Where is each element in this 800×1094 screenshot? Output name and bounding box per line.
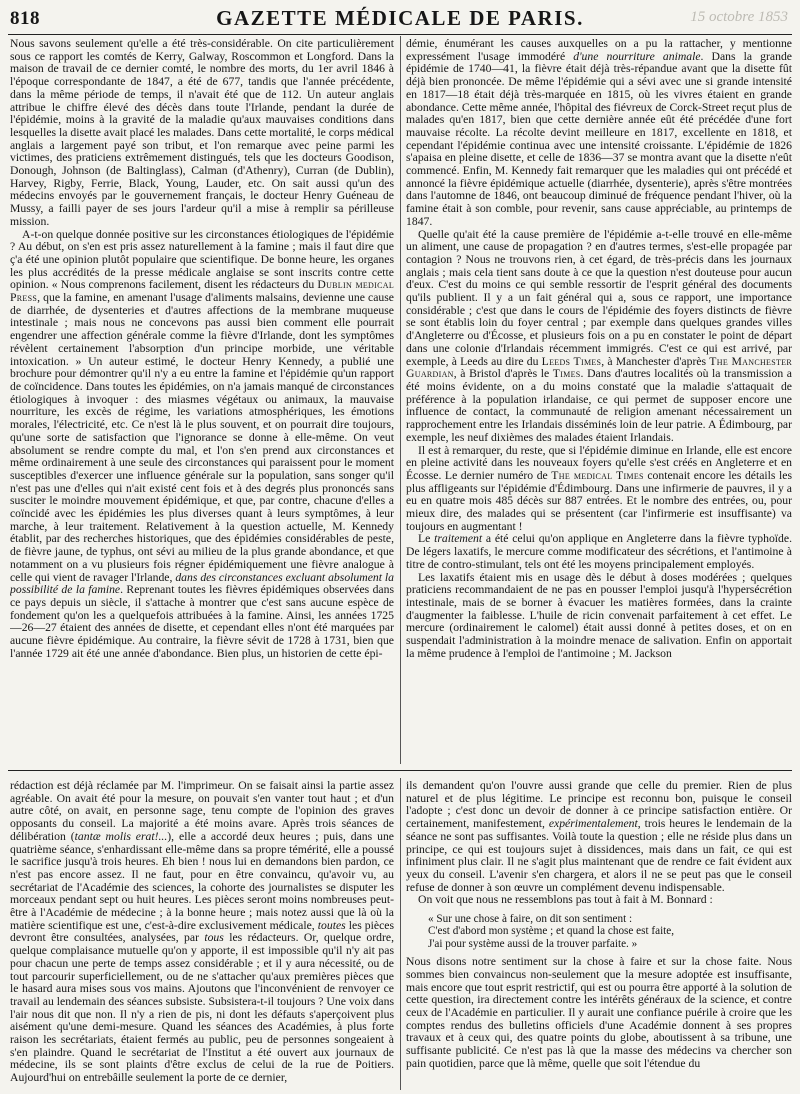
paragraph: rédaction est déjà réclamée par M. l'imprimeur. On se faisait ainsi la partie assez agréable. On avait été pour la mesure, on pouvait s'en vanter tout haut ; et d'un autre côté, on avait, en personne sage, tenu compte de l'opinion des graves opposants du conseil. La majorité a été moins avare. Après trois séances de délibération (tantæ molis erat!...), elle a accordé deux heures ; puis, dans une quatrième séance, s'enhardissant elle-même dans sa propre témérité, elle a poussé le sacrifice jusqu'à trois heures. Eh bien ! nous lui en demandons bien pardon, ce n'est pas encore assez. Il ne faut, pour en être convaincu, qu'avoir vu, au secrétariat de l'Académie des sciences, la cohorte des journalistes se disputer les morceaux pendant sept ou huit heures. Les pièces seront moins nombreuses peut-être à l'Académie de médecine ; à la bonne heure ; mais notez aussi que là où la matière scientifique est une, c'est-à-dire exclusivement médicale, toutes les pièces devront être consultées, analysées, par tous les rédacteurs. Or, quelque ordre, quelque complaisance mutuelle qu'on y apporte, il est impossible qu'il n'y ait pas pour chacun une perte de temps assez considérable ; et il y aura nécessité, ou de tout parcourir superficiellement, ou de ne s'attacher qu'aux premières pièces que le hasard aura mises sous vos mains. Ajoutons que l'inconvénient de renvoyer ce travail au lendemain des séances subsiste. Subsistera-t-il toujours ? Une voix dans l'air nous dit que non. Il n'y a rien de pis, ni dont les défauts s'aperçoivent plus aisément qu'une demi-mesure. Quand les séances des Académies, à plus forte raison les secrétariats, étaient fermés au public, peu de personnes songeaient à s'en plaindre. Quand le secrétariat de l'Institut a été ouvert aux journaux de médecine, ils se sont plaints d'être exclus de celui de la rue de Poitiers. Aujourd'hui on entrebâille seulement la porte de ce dernier,: [10, 780, 394, 1085]
column-bottom-right: [406, 780, 792, 1090]
paragraph: Les laxatifs étaient mis en usage dès le début à doses modérées ; quelques praticiens recommandaient de ne pas en pousser l'emploi jusqu'à l'hypersécrétion intestinale, mais de se borner à évacuer les matières formées, dans la crainte d'augmenter la faiblesse. L'huile de ricin convenait parfaitement à cet effet. Le mercure (ordinairement le calomel) était aussi donné à petites doses, et on en suspendait l'administration à la moindre menace de salivation. Enfin on apportait la même prudence à l'emploi de l'antimoine ; M. Jackson: [406, 570, 792, 660]
paragraph: Le traitement a été celui qu'on applique en Angleterre dans la fièvre typhoïde. De légers laxatifs, le mercure comme modificateur des sécrétions, et l'antimoine à titre de contro-stimulant, tels ont été les moyens principalement employés.: [406, 532, 792, 571]
paragraph: Nous disons notre sentiment sur la chose à faire et sur la chose faite. Nous sommes bien convaincus non-seulement que la mesure adoptée est insuffisante, mais encore que tout esprit restrictif, qui est ou pourra être apporté à la solution de cette question, ira directement contre les intérêts généraux de la science, et contre ceux de l'Académie en particulier. Il y aurait une confiance puérile à croire que les comptes rendus des bulletins officiels d'une Académie donnent à ses propres travaux et à ceux qui, des quatre points du globe, aboutissent à sa tribune, une suffisante publicité. Ce n'est pas là que la masse des médecins va chercher son pain quotidien, parce que là même, quelle que soit l'étendue du: [406, 955, 792, 1070]
column-top-right: [406, 38, 792, 764]
paragraph: On voit que nous ne ressemblons pas tout à fait à M. Bonnard :: [418, 893, 713, 907]
paragraph: A-t-on quelque donnée positive sur les circonstances étiologiques de l'épidémie ? Au début, on s'en est pris assez naturellement à la famine ; mais il faut dire que ç'a été une opinion plutôt populaire que scientifique. De bonne heure, les organes les plus accrédités de la presse médicale anglaise se sont inscrits contre cette opinion. « Nous comprenons facilement, disent les rédacteurs du Dublin medical Press, que la famine, en amenant l'usage d'aliments malsains, devienne une cause de diarrhée, de dysenteries et d'autres affections de la membrane muqueuse intestinale ; mais nous ne concevons pas aussi bien comment elle pourrait engendrer une affection générale comme la fièvre d'Irlande, dont les symptômes révèlent certainement l'absorption d'un principe morbide, une véritable intoxication. » Un auteur estimé, le docteur Henry Kennedy, a publié une brochure pour démontrer qu'il n'y a eu entre la famine et l'épidémie qu'un rapport de coïncidence. Dans toutes les épidémies, on n'a jamais manqué de circonstances étiologiques à invoquer : des miasmes végétaux ou animaux, la mauvaise nourriture, les excès de régime, les variations atmosphériques, les émotions morales, l'électricité, etc. Ce n'est là le plus souvent, et on pourrait dire toujours, qu'une sorte de satisfaction que l'ignorance se donne à elle-même. On veut absolument se rendre compte du mal, et l'on s'en prend aux circonstances et même ordinairement à une seule des circonstances qui paraissent pour le moment susceptibles d'exercer une influence générale sur la population, sans songer qu'il n'est pas une d'elles qui n'ait existé cent fois et à des degrés plus prononcés sans susciter le moindre mouvement épidémique, et que, par contre, chacune d'elles a coïncidé avec les épidémies les plus diverses quant à leurs symptômes, à leur marche, à leur traitement. Relativement à la question actuelle, M. Kennedy établit, par des recherches historiques, que des épidémies considérables de peste, de fièvre jaune, de typhus, ont sévi au milieu de la plus grande abondance, et que notamment on a vu plusieurs fois régner épidémiquement une fièvre analogue à celle qui vient de ravager l'Irlande, dans des circonstances excluant absolument la possibilité de la famine. Reprenant toutes les fièvres épidémiques observées dans ce pays depuis un siècle, il s'attache à montrer que c'est sans aucune espèce de fondement qu'on les a quelquefois attribuées à la famine. Ainsi, les années 1725—26—27 étaient des années de disette, et cependant elles n'ont été marquées par aucune fièvre épidémique. Au contraire, la fièvre sévit de 1728 à 1731, bien que l'année 1729 ait été une année d'abondance. Bien plus, un historien de cette épi-: [10, 227, 394, 660]
column-divider-bottom: [400, 778, 401, 1090]
quote-line: J'ai pour système aussi de la trouver parfaite. »: [428, 937, 638, 950]
page-number: 818: [10, 8, 40, 29]
quote-line: « Sur une chose à faire, on dit son sentiment :: [428, 913, 633, 926]
paragraph: Il est à remarquer, du reste, que si l'épidémie diminue en Irlande, elle est encore en pleine activité dans les nouveaux foyers qu'elle s'est créés en Angleterre et en Écosse. Le dernier numéro de The medical Times contenait encore les détails les plus affligeants sur l'épidémie d'Édimbourg. Dans une infirmerie de pauvres, il y a eu en quatre mois 485 décès sur 887 entrées. Et le nombre des entrées, ou, pour mieux dire, des malades qui se présentent (car l'infirmerie est insuffisante) va toujours en augmentant !: [406, 443, 792, 533]
section-divider: [8, 770, 792, 771]
quote-line: C'est d'abord mon système ; et quand la chose est faite,: [428, 925, 675, 938]
page-header: [8, 4, 792, 35]
paragraph: Nous savons seulement qu'elle a été très-considérable. On cite particulièrement sous ce rapport les comtés de Kerry, Galway, Roscommon et Longford. Dans la maison de travail de ce dernier comté, le nombre des morts, du 1er avril 1846 à l'époque correspondante de 1847, a été de 677, tandis que l'année précédente, dans la même période de temps, il n'avait été que de 112. Un auteur anglais attribue le chiffre élevé des décès dans toute l'Irlande, pendant la durée de l'épidémie, moins à la gravité de la maladie qu'aux mauvaises conditions dans lesquelles la disette avait placé les malades. Dans cette mortalité, le corps médical anglais a largement payé son tribut, et l'on remarque avec peine parmi les victimes, des praticiens extrêmement distingués, tels que les docteurs Goodison, Donough, Johnson (de Baltinglass), Calman (d'Athenry), Curran (de Dublin), Harvey, Rigby, Ferrie, Black, Young, Lauder, etc. On sait aussi qu'un des médecins envoyés par le gouvernement français, le docteur Henry Guéneau de Mussy, a failli payer de ses jours l'ardeur qu'il a mise à remplir sa périlleuse mission.: [10, 38, 394, 228]
column-top-left: [10, 38, 394, 764]
paragraph: Quelle qu'ait été la cause première de l'épidémie a-t-elle trouvé en elle-même un aliment, une cause de propagation ? en d'autres termes, s'est-elle propagée par contagion ? Nous ne trouvons rien, à cet égard, de très-précis dans les journaux anglais ; mais cela tient sans doute à ce que la question n'est douteuse pour aucun d'eux. C'est du moins ce qui semble ressortir de l'esprit général des documents qu'ils publient. Il y a un fait général qui a, sous ce rapport, une importance considérable ; c'est que dans le cours de l'épidémie des foyers distincts de fièvre se sont établis loin du foyer central ; par exemple dans quelques grandes villes d'Angleterre ou d'Écosse, et plusieurs fois on a pu en constater le point de départ dans une colonie d'Irlandais récemment immigrés. C'est ce qui est arrivé, par exemple, à Leeds au dire du Leeds Times, à Manchester d'après The Manchester Guardian, à Bristol d'après le Times. Dans d'autres localités où la transmission a été moins évidente, on a du moins constaté que la maladie s'attaquait de préférence à la population irlandaise, ce qui permet de supposer encore une influence de contact, la communauté de religion amenant nécessairement un rapprochement entre les Irlandais disséminés loin de leur patrie. A Édimbourg, par exemple, les neuf dixièmes des malades étaient Irlandais.: [406, 227, 792, 444]
verse-quote: [428, 913, 792, 950]
paragraph: ils demandent qu'on l'ouvre aussi grande que celle du premier. Rien de plus naturel et de plus légitime. Le principe est reconnu bon, puisque le conseil l'adopte ; c'est donc un devoir de donner à ce principe satisfaction entière. Or certainement, manifestement, expérimentalement, trois heures le lendemain de la séance ne sont pas suffisantes. Voilà toute la question ; elle ne réside plus dans un principe, ce qui est toujours sujet à dissidences, mais dans un fait, ce qui est infiniment plus clair. Il ne s'agit plus maintenant que de rendre ce fait évident aux yeux du conseil. L'avenir s'en chargera, et alors il ne se peut pas que le conseil refuse de donner à son œuvre un complément devenu indispensable.: [406, 780, 792, 894]
column-divider-top: [400, 36, 401, 764]
column-bottom-left: [10, 780, 394, 1090]
bleed-through-text: 15 octobre 1853: [690, 9, 788, 25]
paragraph: démie, énumérant les causes auxquelles on a pu la rattacher, y mentionne expressément l'usage immodéré d'une nourriture animale. Dans la grande épidémie de 1740—41, la fièvre était déjà très-répandue avant que la disette fût déjà bien prononcée. De même l'épidémie qui a sévi avec une si grande intensité en 1817—18 était déjà très-marquée en 1815, où les vivres étaient en grande abondance. Cette même année, l'hôpital des fiévreux de Corck-Street reçut plus de malades qu'en 1817, bien que cette dernière année eût été précédée d'une fort mauvaise récolte. La récolte devint meilleure en 1817, excellente en 1818, et cependant l'épidémie continua avec une intensité croissante. L'épidémie de 1826 s'apaisa en pleine disette, et celle de 1836—37 se montra avant que la disette n'eût commencé. Enfin, M. Kennedy fait remarquer que les maladies qui ont précédé et annoncé la fièvre épidémique actuelle (diarrhée, dysenterie), après s'être montrées dans l'automne de 1846, ont beaucoup diminué de fréquence pendant l'hiver, où la famine était à son comble, pour revenir, sans cause appréciable, au printemps de 1847.: [406, 38, 792, 228]
publication-title: GAZETTE MÉDICALE DE PARIS.: [216, 6, 584, 30]
